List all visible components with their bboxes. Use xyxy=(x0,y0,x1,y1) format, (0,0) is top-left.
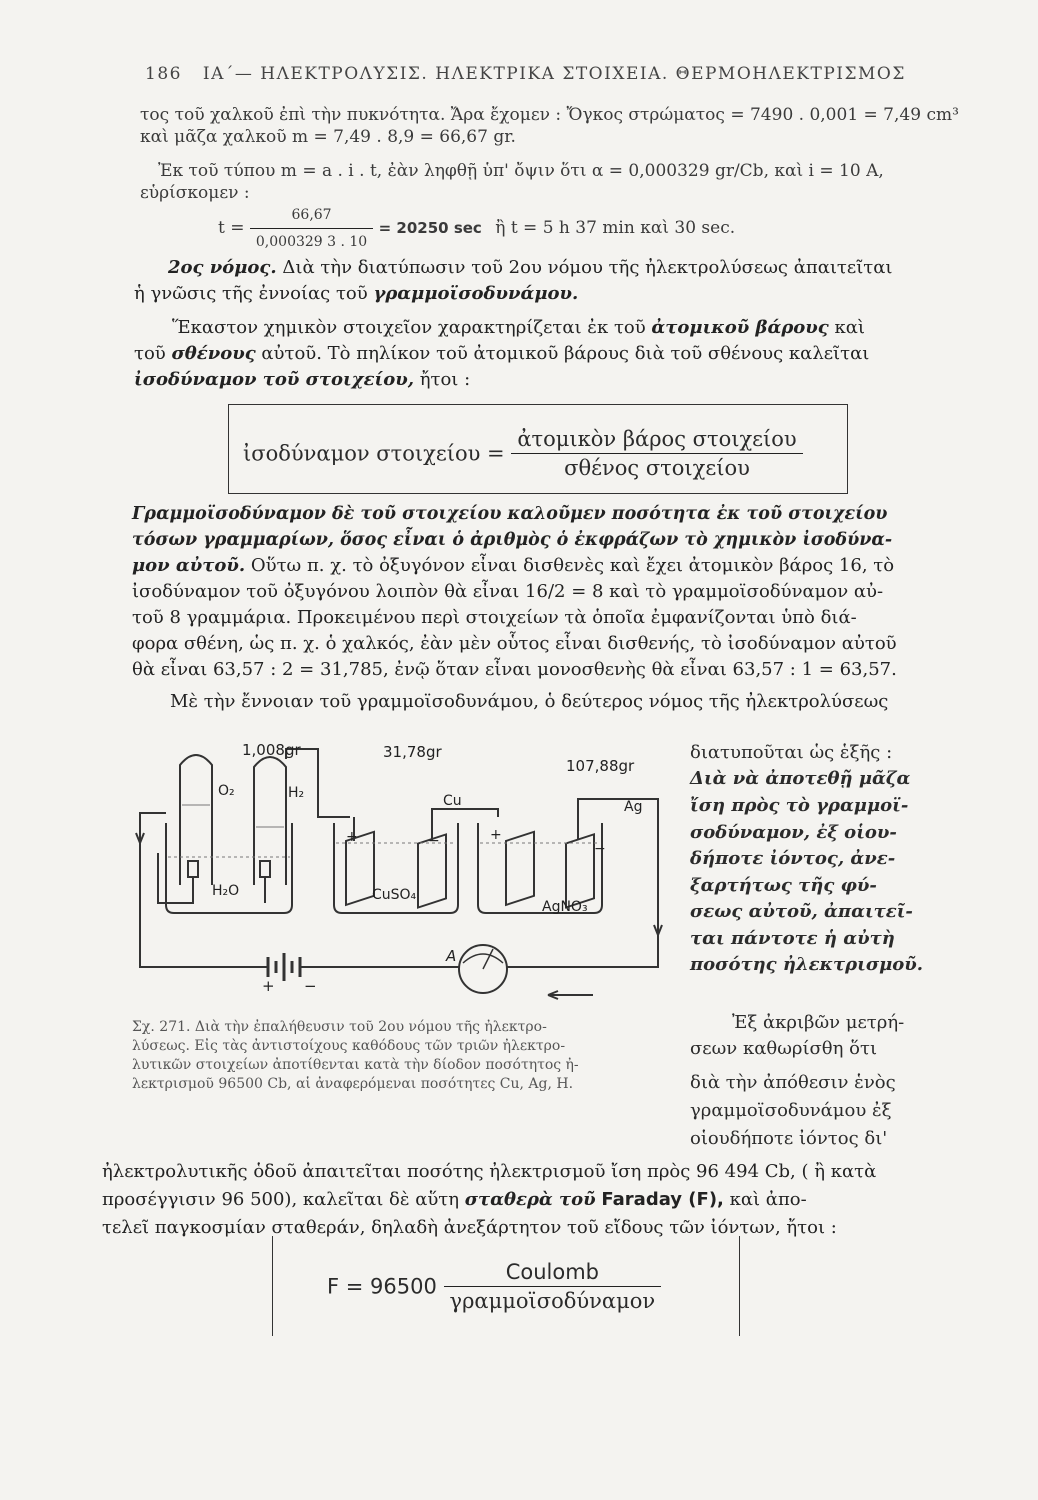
term-atomic-weight: ἀτομικοῦ βάρους xyxy=(651,317,829,338)
equivalent-formula-box xyxy=(228,404,848,494)
side-line-3: ἴση πρὸς τὸ γραμμοϊ- xyxy=(690,795,909,816)
gram-eq-line-6: φορα σθένη, ὡς π. χ. ὁ χαλκός, ἐὰν μὲν οὗτος εἶναι δισθενής, τὸ ἰσοδύναμον αὐτοῦ xyxy=(132,633,897,654)
label-plus-ag: + xyxy=(490,827,502,843)
side-line-7: σεως αὐτοῦ, ἀπαιτεῖ- xyxy=(690,901,913,922)
equivalent-denominator: σθένος στοιχείου xyxy=(564,456,750,480)
running-header xyxy=(145,64,906,84)
equivalent-fraction xyxy=(511,427,802,480)
gram-eq-line-4: ἰσοδύναμον τοῦ ὀξυγόνου λοιπὸν θὰ εἶναι 16/2 = 8 καὶ τὸ γραμμοϊσοδύναμον αὐ- xyxy=(132,581,884,602)
law2-line-4-text: αὐτοῦ. Τὸ πηλίκον τοῦ ἀτομικοῦ βάρους διὰ τοῦ σθένους καλεῖται xyxy=(261,343,870,364)
law2-line-3 xyxy=(172,316,865,340)
time-denominator: 0,000329 3 . 10 xyxy=(255,234,368,250)
side-line-12: διὰ τὴν ἀπόθεσιν ἑνὸς xyxy=(690,1072,896,1093)
time-formula xyxy=(218,204,735,253)
label-cu: Cu xyxy=(443,793,462,809)
law2-line-1 xyxy=(168,256,892,280)
side-line-4: σοδύναμον, ἐξ οἱου- xyxy=(690,822,897,843)
calc-line-4: εὑρίσκομεν : xyxy=(140,183,250,203)
side-line-9: ποσότης ἠλεκτρισμοῦ. xyxy=(690,954,924,975)
term-gram-equivalent: γραμμοϊσοδυνάμου. xyxy=(373,283,579,304)
law2-line-3-end: καὶ xyxy=(834,317,865,338)
label-mass-h: 1,008gr xyxy=(242,741,301,759)
label-battery-minus: − xyxy=(304,977,317,995)
equivalent-formula xyxy=(243,427,803,480)
bottom-line-2 xyxy=(102,1188,807,1212)
gram-eq-line-1: Γραμμοϊσοδύναμον δὲ τοῦ στοιχείου καλοῦμεν ποσότητα ἐκ τοῦ στοιχείου xyxy=(132,504,888,524)
caption-line-1: Σχ. 271. Διὰ τὴν ἐπαλήθευσιν τοῦ 2ου νόμου τῆς ἠλεκτρο- xyxy=(132,1019,547,1035)
gram-eq-line-3-bold: μον αὐτοῦ. xyxy=(132,555,246,576)
side-line-14: οἱουδήποτε ἰόντος δι' xyxy=(690,1128,888,1149)
law2-line-4-start: τοῦ xyxy=(134,343,166,364)
term-valence: σθένους xyxy=(171,343,256,364)
label-plus-cu: + xyxy=(346,829,358,845)
law2-line-5 xyxy=(134,368,470,392)
law2-line-3-text: Ἕκαστον χημικὸν στοιχεῖον χαρακτηρίζεται ἐκ τοῦ xyxy=(172,317,646,338)
time-fraction xyxy=(250,204,373,253)
side-line-5: δήποτε ἰόντος, ἀνε- xyxy=(690,848,896,869)
equivalent-numerator: ἀτομικὸν βάρος στοιχείου xyxy=(511,427,802,454)
calc-line-3: Ἐκ τοῦ τύπου m = a . i . t, ἐὰν ληφθῇ ὑπ' ὄψιν ὅτι α = 0,000329 gr/Cb, καὶ i = 10 A, xyxy=(158,161,884,181)
time-numerator: 66,67 xyxy=(250,204,373,229)
time-label: t = xyxy=(218,218,245,238)
side-line-1: διατυποῦται ὡς ἑξῆς : xyxy=(690,742,893,763)
bottom-line-3: τελεῖ παγκοσμίαν σταθεράν, δηλαδὴ ἀνεξάρτητον τοῦ εἴδους τῶν ἰόντων, ἤτοι : xyxy=(102,1217,837,1238)
bottom-line-1: ἠλεκτρολυτικῆς ὁδοῦ ἀπαιτεῖται ποσότης ἠλεκτρισμοῦ ἴση πρὸς 96 494 Cb, ( ἢ κατὰ xyxy=(102,1161,877,1182)
caption-line-2: λύσεως. Εἰς τὰς ἀντιστοίχους καθόδους τῶν τριῶν ἠλεκτρο- xyxy=(132,1038,566,1054)
bottom-line-2-text: προσέγγισιν 96 500), καλεῖται δὲ αὕτη xyxy=(102,1189,460,1210)
gram-eq-line-3 xyxy=(132,554,894,578)
faraday-formula-box xyxy=(272,1236,740,1336)
term-equivalent: ἰσοδύναμον τοῦ στοιχείου, xyxy=(134,369,414,390)
label-ammeter: A xyxy=(446,947,457,965)
running-title: ΙΑ΄— ΗΛΕΚΤΡΟΛΥΣΙΣ. ΗΛΕΚΤΡΙΚΑ ΣΤΟΙΧΕΙΑ. ΘΕΡΜΟΗΛΕΚΤΡΙΣΜΟΣ xyxy=(202,64,906,84)
law2-line-1-text: Διὰ τὴν διατύπωσιν τοῦ 2ου νόμου τῆς ἠλεκτρολύσεως ἀπαιτεῖται xyxy=(282,257,893,278)
law2-line-4 xyxy=(134,342,869,366)
side-line-13: γραμμοϊσοδυνάμου ἐξ xyxy=(690,1100,892,1121)
label-ag: Ag xyxy=(624,799,643,815)
side-line-6: ξαρτήτως τῆς φύ- xyxy=(690,875,877,896)
side-line-10: Ἐξ ἀκριβῶν μετρή- xyxy=(732,1012,905,1033)
bottom-line-2-end: καὶ ἀπο- xyxy=(729,1189,807,1210)
law2-line-2 xyxy=(134,282,578,306)
law2-heading: 2ος νόμος. xyxy=(168,257,277,278)
equivalent-formula-lhs: ἰσοδύναμον στοιχείου = xyxy=(243,441,505,466)
law2-line-2-text: ἡ γνῶσις τῆς ἐννοίας τοῦ xyxy=(134,283,368,304)
gram-eq-line-8: Μὲ τὴν ἔννοιαν τοῦ γραμμοϊσοδυνάμου, ὁ δεύτερος νόμος τῆς ἠλεκτρολύσεως xyxy=(170,691,889,712)
law2-line-5-end: ἤτοι : xyxy=(419,369,471,390)
label-h2: H₂ xyxy=(288,785,305,801)
label-mass-cu: 31,78gr xyxy=(383,743,442,761)
time-alt: ἢ t = 5 h 37 min καὶ 30 sec. xyxy=(495,218,736,238)
calc-line-1: τος τοῦ χαλκοῦ ἐπὶ τὴν πυκνότητα. Ἄρα ἔχομεν : Ὄγκος στρώματος = 7490 . 0,001 = 7,49 cm³ xyxy=(140,105,959,125)
label-agno3: AgNO₃ xyxy=(542,899,588,915)
label-mass-ag: 107,88gr xyxy=(566,757,635,775)
faraday-fraction xyxy=(444,1260,662,1313)
label-cuso4: CuSO₄ xyxy=(372,887,417,903)
label-minus-ag: − xyxy=(594,841,606,857)
faraday-formula xyxy=(327,1260,661,1313)
gram-eq-line-5: τοῦ 8 γραμμάρια. Προκειμένου περὶ στοιχείων τὰ ὁποῖα ἐμφανίζονται ὑπὸ διά- xyxy=(132,607,857,628)
wire-left xyxy=(140,853,233,967)
term-faraday-constant: σταθερὰ τοῦ xyxy=(464,1189,596,1210)
side-line-11: σεων καθωρίσθη ὅτι xyxy=(690,1038,877,1059)
label-minus-cu: − xyxy=(428,833,440,849)
tube-o2 xyxy=(180,755,212,885)
term-faraday: Faraday (F), xyxy=(601,1189,724,1210)
caption-line-3: λυτικῶν στοιχείων ἀποτίθενται κατὰ τὴν δίοδον ποσότητος ἠ- xyxy=(132,1057,579,1073)
caption-line-4: λεκτρισμοῦ 96500 Cb, αἱ ἀναφερόμεναι ποσότητες Cu, Ag, H. xyxy=(132,1076,574,1092)
label-battery-plus: + xyxy=(262,977,275,995)
label-o2: O₂ xyxy=(218,783,235,799)
calc-line-2: καὶ μᾶζα χαλκοῦ m = 7,49 . 8,9 = 66,67 gr. xyxy=(140,127,516,147)
gram-eq-line-7: θὰ εἶναι 63,57 : 2 = 31,785, ἐνῷ ὅταν εἶναι μονοσθενὴς θὰ εἶναι 63,57 : 1 = 63,57. xyxy=(132,659,897,680)
label-h2o: H₂O xyxy=(212,883,240,899)
beaker-water xyxy=(166,823,292,913)
faraday-numerator: Coulomb xyxy=(444,1260,662,1287)
gram-eq-line-3-text: Οὕτω π. χ. τὸ ὀξυγόνον εἶναι δισθενὲς καὶ ἔχει ἀτομικὸν βάρος 16, τὸ xyxy=(250,555,895,576)
time-result: = 20250 sec xyxy=(378,219,482,237)
faraday-formula-lhs: F = 96500 xyxy=(327,1274,437,1299)
side-line-2: Διὰ νὰ ἀποτεθῇ μᾶζα xyxy=(690,768,911,789)
side-line-8: ται πάντοτε ἡ αὐτὴ xyxy=(690,928,895,949)
gram-eq-line-2: τόσων γραμμαρίων, ὅσος εἶναι ὁ ἀριθμὸς ὁ ἐκφράζων τὸ χημικὸν ἰσοδύνα- xyxy=(132,530,893,550)
faraday-denominator: γραμμοϊσοδύναμον xyxy=(449,1289,656,1313)
page-number: 186 xyxy=(145,64,182,84)
electrolysis-figure xyxy=(118,735,680,1010)
